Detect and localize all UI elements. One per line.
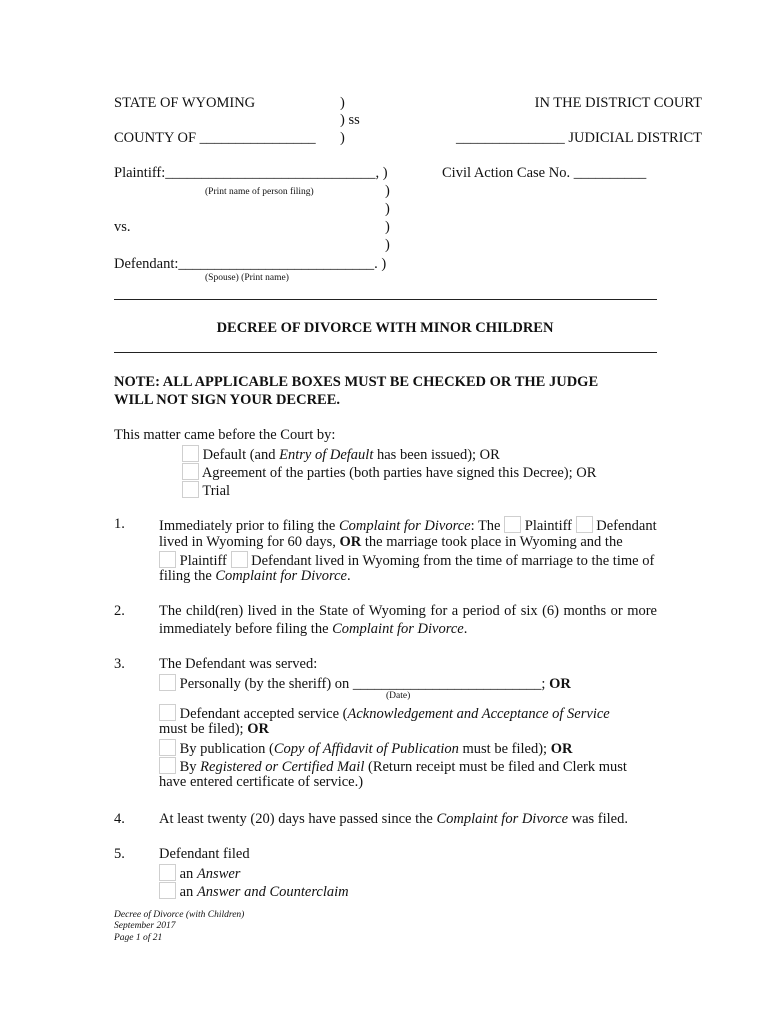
date-note: (Date) [386, 691, 411, 701]
counterclaim-checkbox[interactable] [159, 882, 176, 899]
item-1-plaintiff-checkbox[interactable] [504, 516, 521, 533]
item-1-text: : The [470, 518, 505, 534]
option-agreement-text: Agreement of the parties (both parties have signed this Decree); OR [201, 465, 597, 481]
item-number-5: 5. [114, 846, 125, 862]
item-5-an: an [179, 884, 197, 900]
item-1-defendant-label: Defendant [596, 518, 657, 534]
footer-title: Decree of Divorce (with Children) [114, 910, 245, 920]
personal-service-checkbox[interactable] [159, 674, 176, 691]
item-4-text [159, 811, 628, 828]
default-checkbox[interactable] [182, 445, 199, 462]
option-trial-text: Trial [202, 483, 231, 499]
item-number-3: 3. [114, 656, 125, 672]
item-1-italic: Complaint for Divorce [215, 568, 347, 584]
caption-paren: ) [385, 237, 390, 253]
court-label: IN THE DISTRICT COURT [534, 95, 702, 111]
agreement-checkbox[interactable] [182, 463, 199, 480]
item-number-1: 1. [114, 516, 125, 532]
item-4-italic: Complaint for Divorce [436, 811, 568, 827]
footer-date: September 2017 [114, 921, 176, 931]
item-1-text: lived in Wyoming for 60 days, [159, 534, 340, 550]
item-3-mail-text: By [176, 759, 201, 775]
caption-paren: ) [385, 183, 390, 199]
option-agreement [182, 463, 596, 482]
item-1-text: the marriage took place in Wyoming and the [361, 534, 623, 550]
item-3-mail-cont: have entered certificate of service.) [159, 774, 364, 790]
publication-checkbox[interactable] [159, 739, 176, 756]
item-3-personal-text: Personally (by the sheriff) on __________________________; [176, 676, 550, 692]
item-3-pub-italic: Copy of Affidavit of Publication [273, 741, 459, 757]
item-3-mail-italic: Registered or Certified Mail [200, 759, 365, 775]
caption-ss: ) ss [340, 112, 360, 128]
item-2-italic: Complaint for Divorce [332, 620, 464, 637]
item-3-accept-cont [159, 721, 269, 738]
item-2-body: The child(ren) lived in the State of Wyoming for a period of six (6) months or more immediately before filing the [159, 603, 657, 637]
caption-paren: ) [385, 201, 390, 217]
item-4-body: At least twenty (20) days have passed since the [159, 811, 437, 827]
plaintiff-line: Plaintiff:_____________________________, ) [114, 165, 388, 181]
item-3-pub-text: By publication ( [176, 741, 274, 757]
item-5-answer [159, 864, 240, 883]
note-line-1: NOTE: ALL APPLICABLE BOXES MUST BE CHECKED OR THE JUDGE [114, 374, 599, 390]
item-3-or: OR [247, 721, 269, 737]
divider [114, 299, 657, 300]
item-3-pub-text: must be filed); [458, 741, 551, 757]
item-3-accept-text: must be filed); [159, 721, 248, 737]
trial-checkbox[interactable] [182, 481, 199, 498]
item-5-an: an [179, 866, 197, 882]
item-5-head: Defendant filed [159, 846, 250, 862]
item-1-line-2 [159, 534, 623, 551]
option-trial [182, 481, 230, 500]
item-1-text: filing the [159, 568, 216, 584]
state-label: STATE OF WYOMING [114, 95, 256, 111]
item-1-defendant-checkbox[interactable] [576, 516, 593, 533]
answer-checkbox[interactable] [159, 864, 176, 881]
item-1-text: Immediately prior to filing the [159, 518, 339, 534]
item-5-counterclaim [159, 882, 349, 901]
item-2-text [159, 603, 657, 638]
item-1-line-4 [159, 568, 351, 585]
certified-mail-checkbox[interactable] [159, 757, 176, 774]
option-default-italic: Entry of Default [279, 447, 374, 463]
footer-page: Page 1 of 21 [114, 933, 163, 943]
item-1-plaintiff-label: Plaintiff [179, 553, 227, 569]
item-1-or: OR [339, 534, 362, 550]
item-1-text: Defendant lived in Wyoming from the time of marriage to the time of [251, 553, 655, 569]
defendant-line: Defendant:___________________________. ) [114, 256, 387, 272]
item-3-or: OR [549, 676, 571, 692]
item-1-plaintiff-label: Plaintiff [524, 518, 573, 534]
plaintiff-note: (Print name of person filing) [205, 187, 314, 197]
item-1-defendant-checkbox-2[interactable] [231, 551, 248, 568]
item-5-counter-italic: Answer and Counterclaim [196, 884, 349, 900]
accepted-service-checkbox[interactable] [159, 704, 176, 721]
note-line-2: WILL NOT SIGN YOUR DECREE. [114, 392, 341, 408]
item-1-period: . [346, 568, 351, 584]
case-number-label: Civil Action Case No. __________ [442, 165, 647, 181]
document-title: DECREE OF DIVORCE WITH MINOR CHILDREN [216, 320, 554, 336]
item-3-mail-text: (Return receipt must be filed and Clerk must [364, 759, 627, 775]
item-number-2: 2. [114, 603, 125, 619]
item-5-answer-italic: Answer [196, 866, 241, 882]
item-1-italic: Complaint for Divorce [339, 518, 471, 534]
item-1-line-1 [159, 516, 657, 535]
item-2-period: . [463, 620, 468, 637]
item-number-4: 4. [114, 811, 125, 827]
caption-paren: ) [340, 130, 345, 146]
item-3-personal [159, 674, 571, 693]
item-4-body-end: was filed. [568, 811, 628, 827]
option-default [182, 445, 500, 464]
item-3-accept-italic: Acknowledgement and Acceptance of Service [347, 706, 610, 722]
county-label: COUNTY OF ________________ [114, 130, 316, 146]
intro-text: This matter came before the Court by: [114, 427, 336, 443]
item-3-or: OR [550, 741, 573, 757]
item-3-accept-text: Defendant accepted service ( [176, 706, 348, 722]
defendant-note: (Spouse) (Print name) [205, 273, 289, 283]
caption-paren: ) [340, 95, 345, 111]
item-1-plaintiff-checkbox-2[interactable] [159, 551, 176, 568]
item-3-publication [159, 739, 572, 758]
option-default-text: Default (and [202, 447, 280, 463]
judicial-district-label: _______________ JUDICIAL DISTRICT [456, 130, 702, 146]
divider [114, 352, 657, 353]
item-3-head: The Defendant was served: [159, 656, 318, 672]
option-default-text-end: has been issued); OR [373, 447, 500, 463]
vs-label: vs. [114, 219, 131, 235]
caption-paren: ) [385, 219, 390, 235]
